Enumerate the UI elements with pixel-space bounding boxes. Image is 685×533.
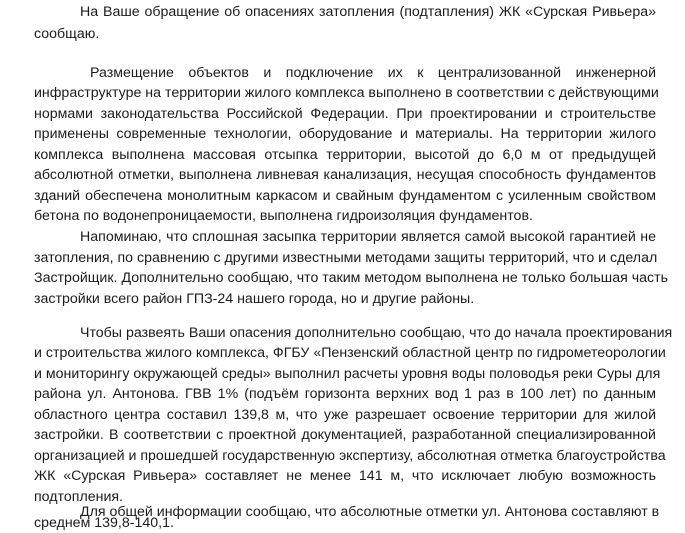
paragraph-4-line-2: и строительства жилого комплекса, ФГБУ «Пензенский областной центр по гидрометеорологии	[34, 345, 666, 361]
paragraph-4-line-7: организацией и прошедшей государственную экспертизу, абсолютная отметка благоустройства	[34, 448, 666, 464]
paragraph-4-line-9: подтопления.	[34, 489, 124, 505]
paragraph-3-line-3: Застройщик. Дополнительно сообщаю, что таким методом выполнена не только большая часть	[34, 270, 668, 286]
paragraph-4-line-1: Чтобы развеять Ваши опасения дополнительно сообщаю, что до начала проектирования	[80, 325, 673, 341]
paragraph-5-line-1: Для общей информации сообщаю, что абсолютные отметки ул. Антонова составляют в	[80, 504, 660, 520]
paragraph-2-line-6: абсолютной отметки, выполнена ливневая канализация, несущая способность фундаментов	[34, 167, 656, 183]
paragraph-2-line-1: Размещение объектов и подключение их к централизованной инженерной	[90, 65, 656, 81]
paragraph-3-line-1: Напоминаю, что сплошная засыпка территории является самой высокой гарантией не	[80, 229, 656, 245]
paragraph-2-line-7: зданий обеспечена монолитным каркасом и свайным фундаментом с усиленным свойством	[34, 188, 656, 204]
paragraph-5-line-2: среднем 139,8-140,1.	[34, 515, 174, 531]
paragraph-1-line-2: сообщаю.	[34, 26, 100, 42]
paragraph-4-line-5: областного центра составил 139,8 м, что уже разрешает освоение территории для жилой	[34, 407, 656, 423]
paragraph-2-line-4: применены современные технологии, оборудование и материалы. На территории жилого	[34, 126, 656, 142]
paragraph-4-line-6: застройки. В соответствии с проектной документацией, разработанной специализированной	[34, 427, 656, 443]
paragraph-3-line-4: застройки всего район ГПЗ-24 нашего города, но и другие районы.	[34, 291, 475, 307]
paragraph-1-line-1: На Ваше обращение об опасениях затопления (подтапления) ЖК «Сурская Ривьера»	[80, 4, 656, 20]
paragraph-2-line-3: нормами законодательства Российской Федерации. При проектировании и строительстве	[34, 106, 656, 122]
paragraph-4-line-3: и мониторингу окружающей среды» выполнил расчеты уровня воды половодья реки Суры для	[34, 366, 661, 382]
paragraph-3-line-2: затопления, по сравнению с другими известными методами защиты территорий, что и сделал	[34, 250, 658, 266]
paragraph-2-line-2: инфраструктуре на территории жилого комплекса выполнено в соответствии с действующими	[34, 85, 659, 101]
paragraph-2-line-5: комплекса выполнена массовая отсыпка территории, высотой до 6,0 м от предыдущей	[34, 147, 656, 163]
paragraph-2-line-8: бетона по водонепроницаемости, выполнена гидроизоляция фундаментов.	[34, 208, 533, 224]
paragraph-4-line-8: ЖК «Сурская Ривьера» составляет не менее 141 м, что исключает любую возможность	[34, 468, 656, 484]
paragraph-4-line-4: района ул. Антонова. ГВВ 1% (подъём горизонта верхних вод 1 раз в 100 лет) по данным	[34, 386, 656, 402]
